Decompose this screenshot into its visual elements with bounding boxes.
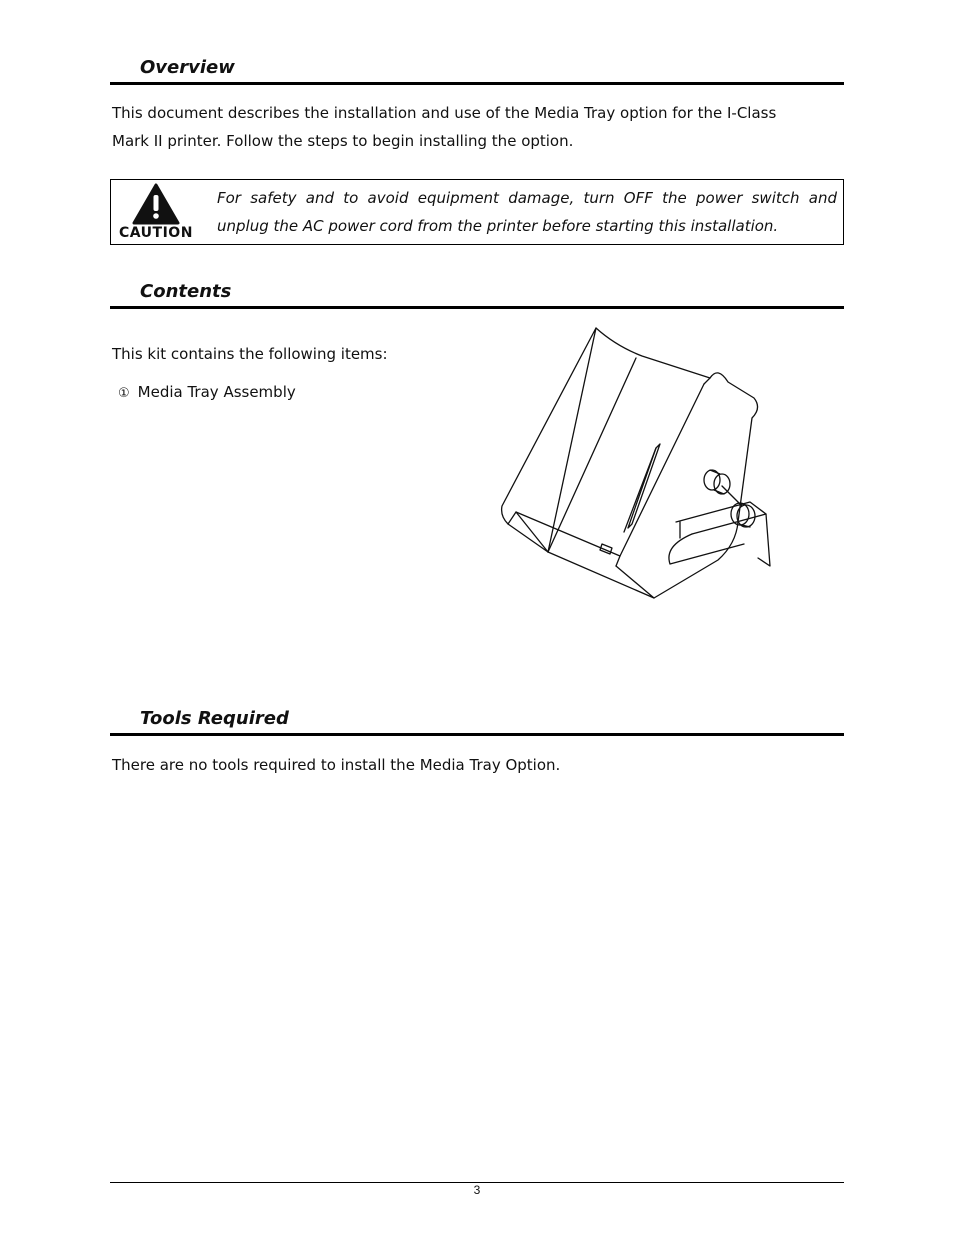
caution-label: CAUTION <box>119 225 193 241</box>
tools-text: There are no tools required to install the Media Tray Option. <box>112 756 561 774</box>
media-tray-illustration <box>496 326 774 600</box>
list-item-marker: ① <box>118 386 130 401</box>
overview-heading: Overview <box>140 57 235 78</box>
page-number: 3 <box>473 1183 481 1197</box>
caution-triangle-icon <box>131 183 181 225</box>
list-item <box>118 381 296 405</box>
caution-text: For safety and to avoid equipment damage, turn OFF the power switch and unplug the AC power cord from the printer before starting this installation. <box>217 189 837 235</box>
contents-intro: This kit contains the following items: <box>112 345 388 363</box>
list-item-label: Media Tray Assembly <box>137 383 296 401</box>
tools-heading: Tools Required <box>140 708 289 729</box>
overview-text-line-2: Mark II printer. Follow the steps to begin installing the option. <box>112 132 574 150</box>
caution-notice <box>110 179 844 245</box>
tools-divider <box>110 733 844 736</box>
overview-text-line-1: This document describes the installation and use of the Media Tray option for the I-Class <box>112 104 777 122</box>
overview-divider <box>110 82 844 85</box>
contents-heading: Contents <box>140 281 232 302</box>
contents-divider <box>110 306 844 309</box>
